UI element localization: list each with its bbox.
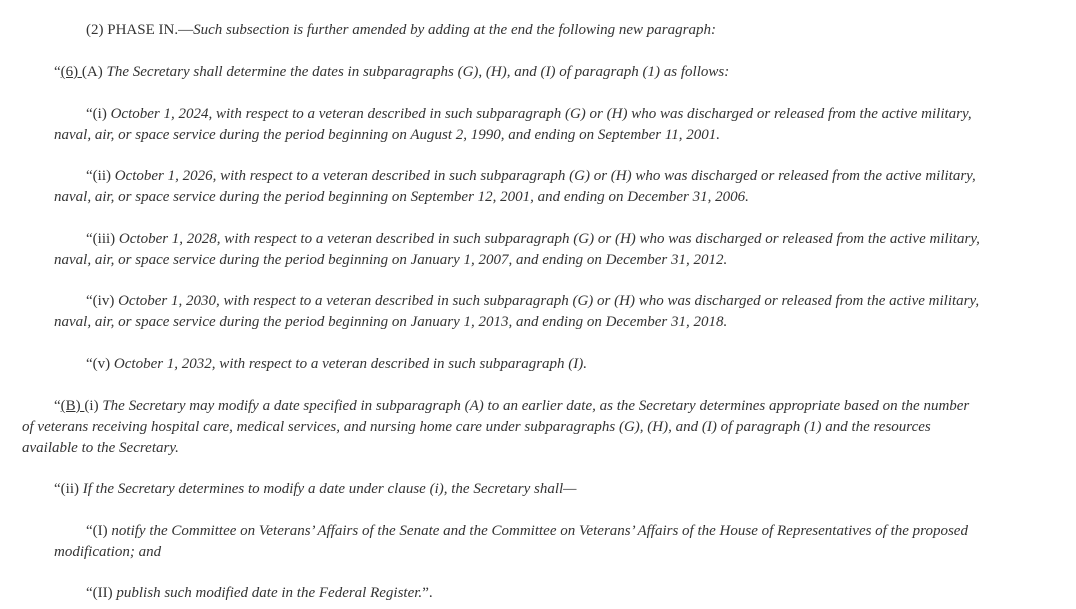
clause-ii-text-1: October 1, 2026, with respect to a veteran described in such subparagraph (G) or (H) who was discharged or released from the active military, bbox=[114, 168, 976, 184]
clause-ii-line-1 bbox=[54, 166, 976, 187]
clause-i-line-1 bbox=[54, 104, 972, 125]
clause-iv-line-2: naval, air, or space service during the period beginning on January 1, 2013, and ending on December 31, 2018. bbox=[54, 314, 728, 330]
clause-v-lead: “(v) bbox=[86, 356, 114, 372]
phase-in-number: (2) bbox=[86, 22, 108, 38]
clause-iii-text-1: October 1, 2028, with respect to a veteran described in such subparagraph (G) or (H) who was discharged or released from the active military, bbox=[118, 231, 980, 247]
clause-iv-text-1: October 1, 2030, with respect to a veteran described in such subparagraph (G) or (H) who was discharged or released from the active military, bbox=[118, 293, 980, 309]
subclause-i bbox=[54, 521, 968, 563]
clause-iii-lead: “(iii) bbox=[86, 231, 119, 247]
phase-in-heading: PHASE IN. bbox=[107, 22, 179, 38]
subparagraph-b-clause-ii-lead: “(ii) bbox=[54, 481, 83, 497]
subclause-ii-text: publish such modified date in the Federal Register. bbox=[116, 585, 423, 601]
closing-quote: ”. bbox=[422, 585, 433, 601]
clause-ii-lead: “(ii) bbox=[86, 168, 115, 184]
clause-ii bbox=[54, 166, 976, 208]
phase-in-text: Such subsection is further amended by adding at the end the following new paragraph: bbox=[193, 22, 716, 38]
paragraph-6a-text: The Secretary shall determine the dates in subparagraphs (G), (H), and (I) of paragraph (1) as follows: bbox=[106, 64, 730, 80]
subparagraph-b-clause-ii bbox=[54, 479, 577, 500]
paragraph-6a bbox=[54, 62, 729, 83]
clause-i-text-1: October 1, 2024, with respect to a veteran described in such subparagraph (G) or (H) who was discharged or released from the active military, bbox=[110, 106, 972, 122]
phase-in-heading-line bbox=[86, 20, 716, 41]
clause-v bbox=[86, 354, 587, 375]
subclause-i-line-1 bbox=[54, 521, 968, 542]
clause-v-text: October 1, 2032, with respect to a veteran described in such subparagraph (I). bbox=[113, 356, 588, 372]
paragraph-6-number: (6) bbox=[60, 64, 82, 80]
subparagraph-b-number: (B) bbox=[60, 398, 85, 414]
subclause-i-line-2: modification; and bbox=[54, 544, 162, 560]
subparagraph-b-clause-number: (i) bbox=[84, 398, 103, 414]
subparagraph-b-quote: “ bbox=[54, 398, 61, 414]
subparagraph-b-line-1 bbox=[22, 396, 969, 417]
clause-i-lead: “(i) bbox=[86, 106, 111, 122]
phase-in-dash: — bbox=[178, 22, 194, 38]
subparagraph-b-text-1: The Secretary may modify a date specified in subparagraph (A) to an earlier date, as the Secretary determines appropriate based on the number bbox=[102, 398, 970, 414]
clause-iv-lead: “(iv) bbox=[86, 293, 119, 309]
subparagraph-b-line-3: available to the Secretary. bbox=[22, 440, 179, 456]
subclause-ii-lead: “(II) bbox=[86, 585, 117, 601]
subclause-i-text-1: notify the Committee on Veterans’ Affairs of the Senate and the Committee on Veterans’ Affairs of the House of Representatives of the proposed bbox=[111, 523, 968, 539]
clause-iii-line-1 bbox=[54, 229, 980, 250]
subclause-i-lead: “(I) bbox=[86, 523, 112, 539]
clause-iii-line-2: naval, air, or space service during the period beginning on January 1, 2007, and ending on December 31, 2012. bbox=[54, 252, 728, 268]
clause-i bbox=[54, 104, 972, 146]
subclause-ii bbox=[86, 583, 433, 604]
subparagraph-a-number: (A) bbox=[81, 64, 107, 80]
clause-iv bbox=[54, 291, 979, 333]
paragraph-6-quote: “ bbox=[54, 64, 61, 80]
clause-ii-line-2: naval, air, or space service during the period beginning on September 12, 2001, and ending on December 31, 2006. bbox=[54, 189, 749, 205]
subparagraph-b-clause-ii-text: If the Secretary determines to modify a date under clause (i), the Secretary shall— bbox=[82, 481, 577, 497]
clause-iv-line-1 bbox=[54, 291, 979, 312]
subparagraph-b-line-2: of veterans receiving hospital care, medical services, and nursing home care under subparagraphs (G), (H), and (I) of paragraph (1) and the resources bbox=[22, 419, 931, 435]
clause-iii bbox=[54, 229, 980, 271]
subparagraph-b bbox=[22, 396, 969, 459]
clause-i-line-2: naval, air, or space service during the period beginning on August 2, 1990, and ending on September 11, 2001. bbox=[54, 127, 721, 143]
